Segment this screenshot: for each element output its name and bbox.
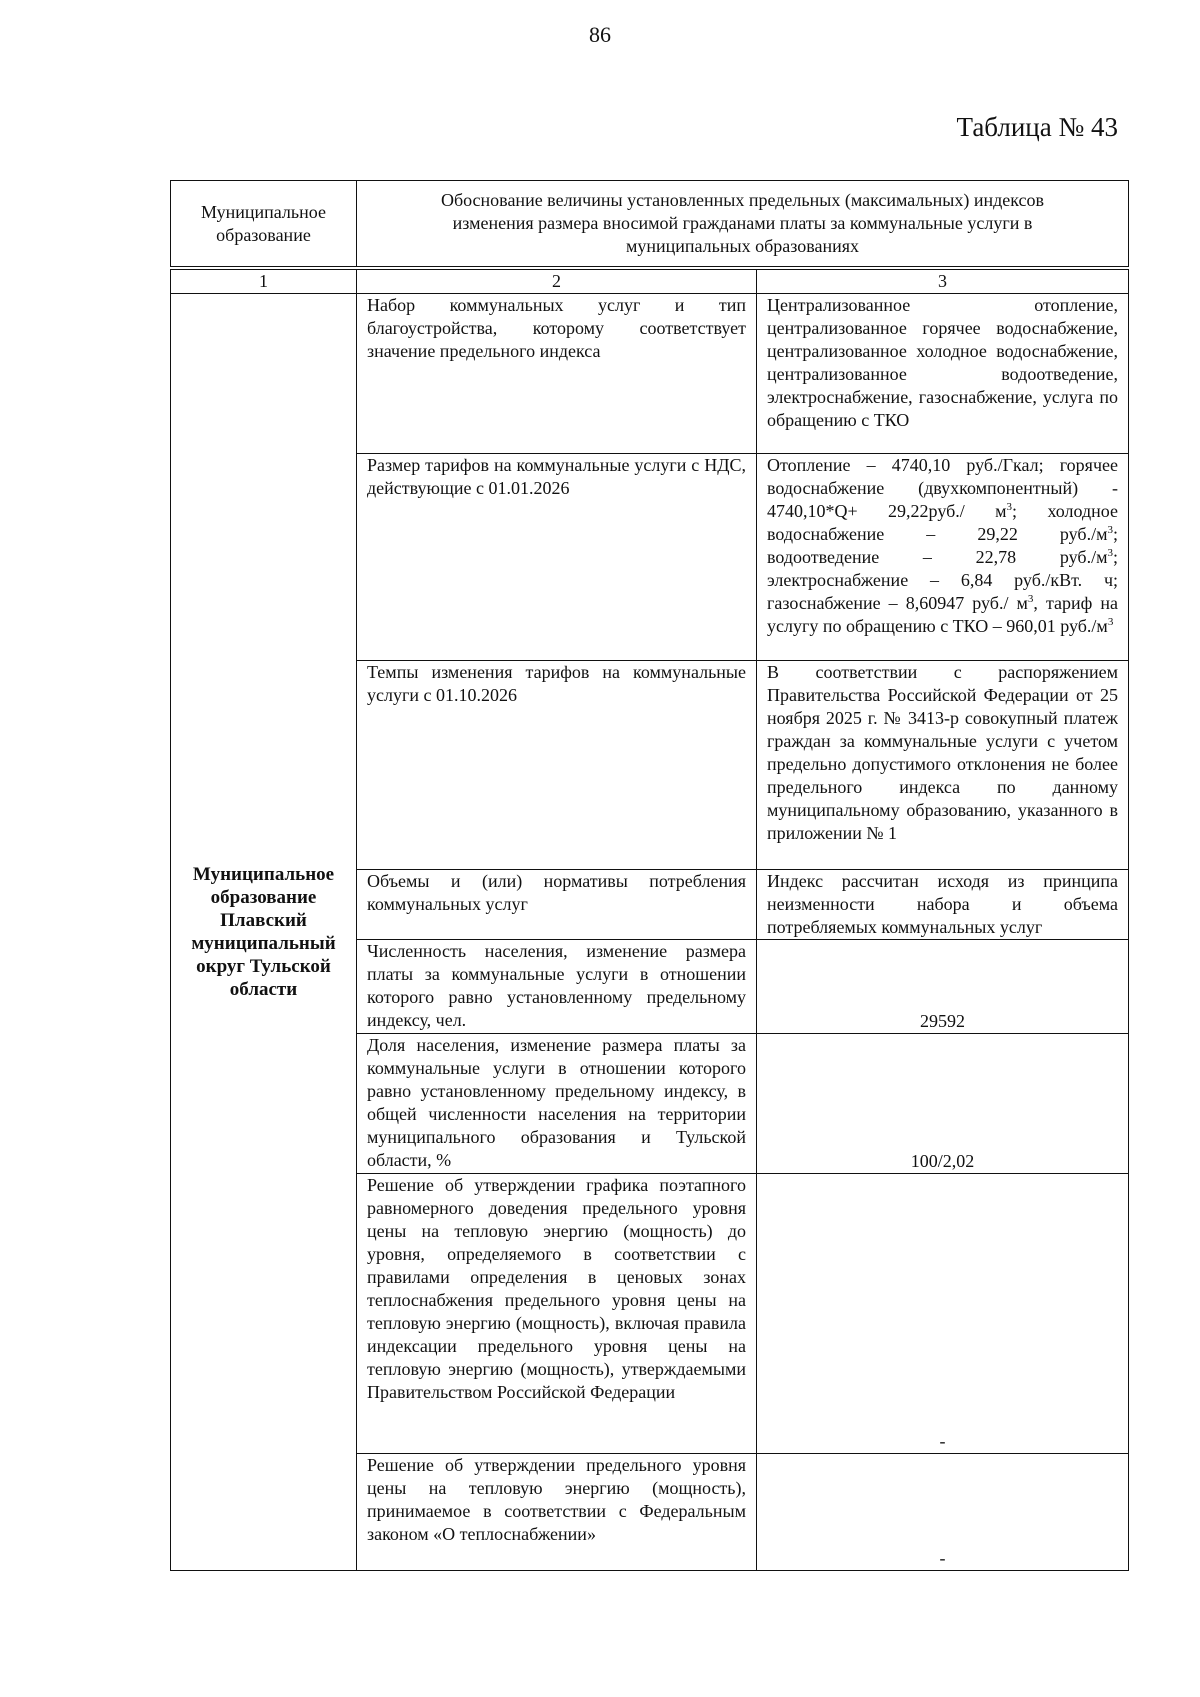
row-value [757,454,1129,661]
row-value: - [757,1174,1129,1454]
superscript: 3 [1006,501,1013,513]
tariff-text: ; электроснабжение – 6,84 руб./кВт. ч; газоснабжение – 8,60947 руб./ м [767,547,1118,613]
row-label: Набор коммунальных услуг и тип благоустройства, которому соответствует значение предельного индекса [357,294,757,454]
row-label: Численность населения, изменение размера платы за коммунальные услуги в отношении которого равно установленному предельному индексу, чел. [357,940,757,1034]
row-label: Объемы и (или) нормативы потребления коммунальных услуг [357,870,757,940]
row-label: Решение об утверждении графика поэтапного равномерного доведения предельного уровня цены на тепловую энергию (мощность) до уровня, определяемого в соответствии с правилами определения в ценовых зонах теплоснабжения предельного уровня цены на тепловую энергию (мощность), включая правила индексации предельного уровня цены на тепловую энергию (мощность), утверждаемыми Правительством Российской Федерации [357,1174,757,1454]
header-table [170,180,1129,267]
row-value: 29592 [757,940,1129,1034]
column-number-2: 2 [357,270,757,294]
row-value: Индекс рассчитан исходя из принципа неизменности набора и объема потребляемых коммунальных услуг [757,870,1129,940]
main-table [170,269,1129,1571]
tariff-text: , тариф на услугу по обращению с ТКО – 960,01 руб./м [767,593,1118,636]
header-municipality-cell: Муниципальное образование [171,181,357,267]
municipality-cell: Муниципальное образование Плавский муниципальный округ Тульской области [171,294,357,1571]
column-number-3: 3 [757,270,1129,294]
row-label: Темпы изменения тарифов на коммунальные услуги с 01.10.2026 [357,661,757,870]
row-value: - [757,1454,1129,1571]
superscript: 3 [1107,524,1113,536]
tariff-text: ; водоотведение – 22,78 руб./м [767,524,1118,567]
table-caption: Таблица № 43 [956,112,1118,142]
row-label: Доля населения, изменение размера платы за коммунальные услуги в отношении которого равно установленному предельному индексу, в общей численности населения на территории муниципального образования и Тульской области, % [357,1034,757,1174]
row-value: В соответствии с распоряжением Правительства Российской Федерации от 25 ноября 2025 г. № 3413-р совокупный платеж граждан за коммунальные услуги с учетом предельно допустимого отклонения не более предельного индекса по данному муниципальному образованию, указанного в приложении № 1 [757,661,1129,870]
column-number-1: 1 [171,270,357,294]
header-justification-cell: Обоснование величины установленных предельных (максимальных) индексов изменения размера вносимой гражданами платы за коммунальные услуги в муниципальных образованиях [357,181,1129,267]
table-row [171,294,1129,454]
tariff-text: Отопление – 4740,10 руб./Гкал; горячее водоснабжение (двухкомпонентный) - 4740,10*Q+ 29,22руб./ м [767,455,1118,521]
column-number-row [171,270,1129,294]
superscript: 3 [1027,593,1034,605]
superscript: 3 [1107,547,1113,559]
row-label: Размер тарифов на коммунальные услуги с НДС, действующие с 01.01.2026 [357,454,757,661]
header-row [171,181,1129,267]
page-number: 86 [589,22,611,47]
superscript: 3 [1107,616,1114,628]
tariff-text: ; холодное водоснабжение – 29,22 руб./м [767,501,1118,544]
row-label: Решение об утверждении предельного уровня цены на тепловую энергию (мощность), принимаемое в соответствии с Федеральным законом «О теплоснабжении» [357,1454,757,1571]
row-value: Централизованное отопление, централизованное горячее водоснабжение, централизованное холодное водоснабжение, централизованное водоотведение, электроснабжение, газоснабжение, услуга по обращению с ТКО [757,294,1129,454]
row-value: 100/2,02 [757,1034,1129,1174]
